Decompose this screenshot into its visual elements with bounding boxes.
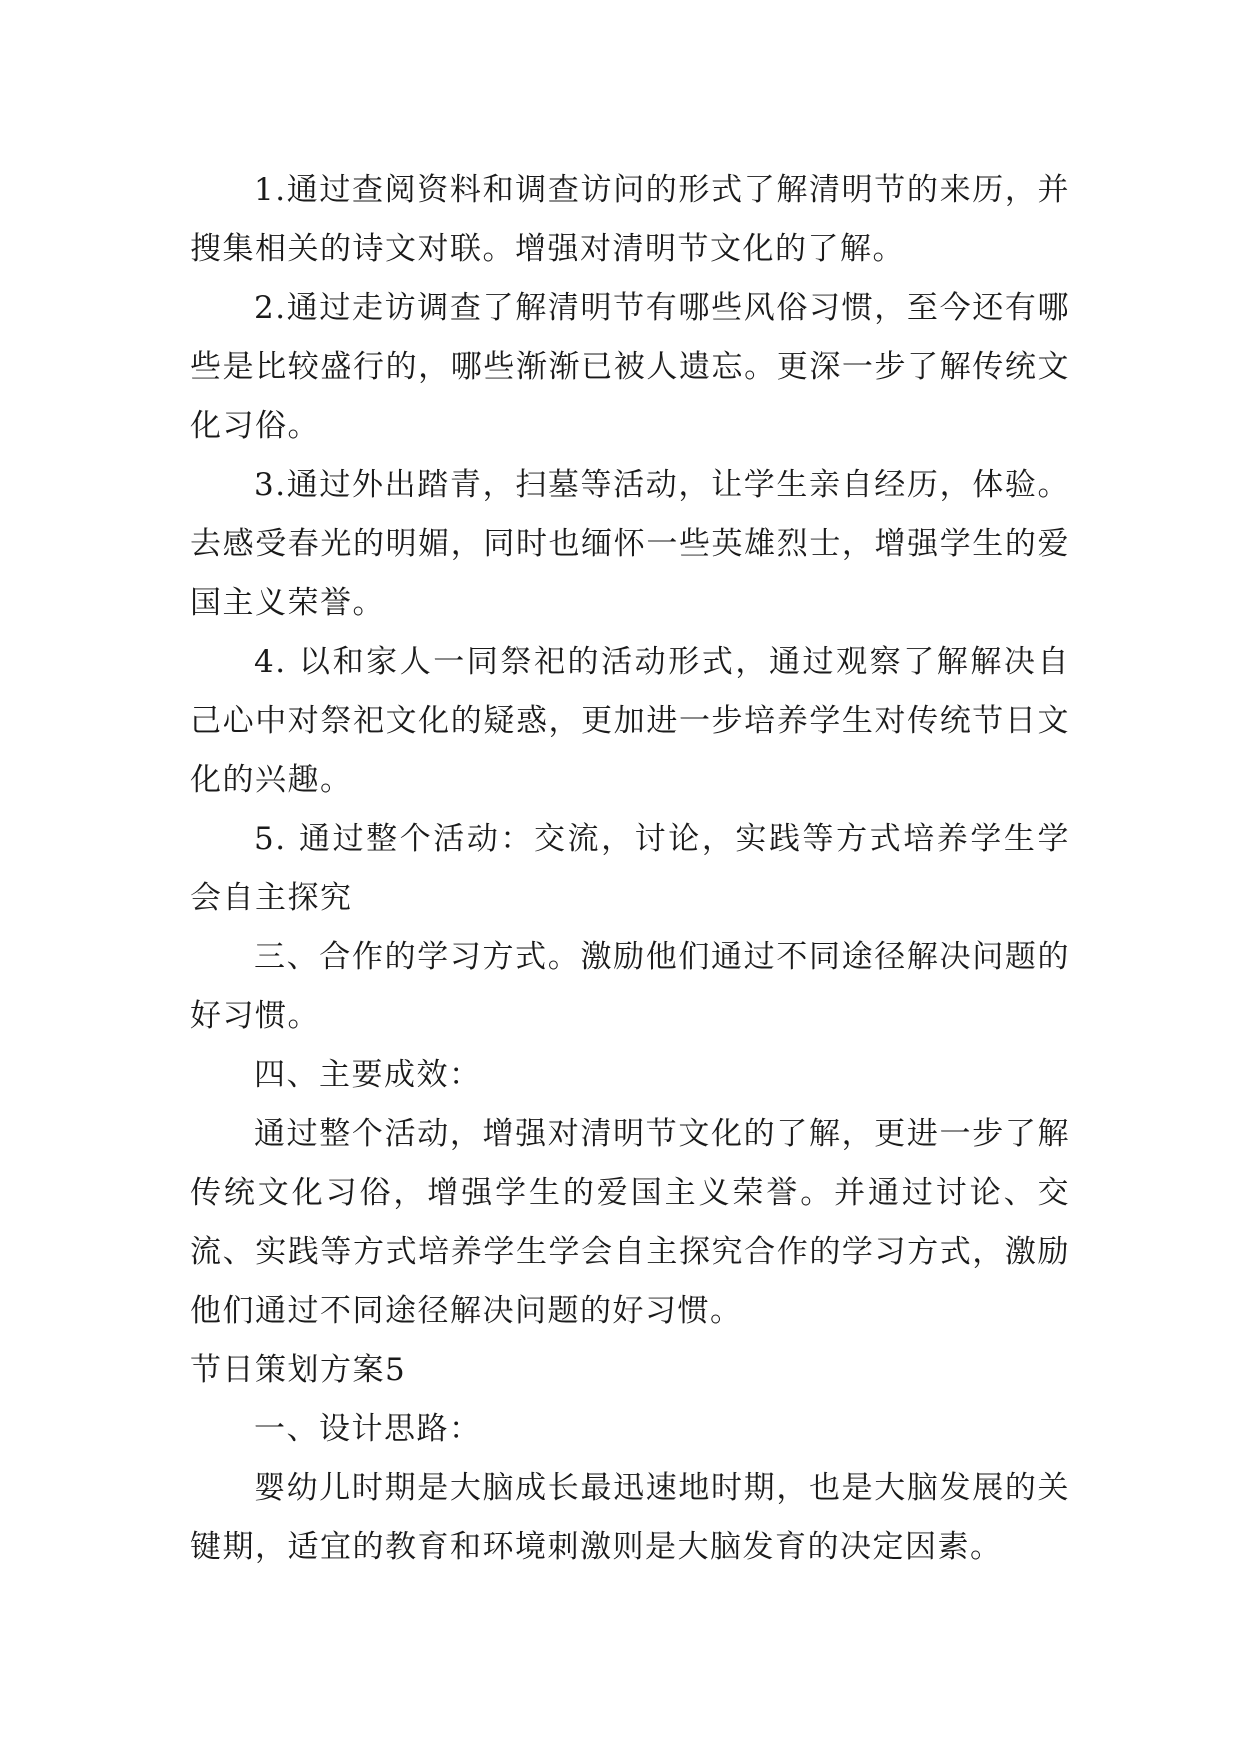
section-three-paragraph: 三、合作的学习方式。激励他们通过不同途径解决问题的好习惯。 <box>190 939 1070 1034</box>
document-body <box>190 161 1070 1577</box>
design-heading: 一、设计思路： <box>254 1411 482 1447</box>
paragraph-1: 1.通过查阅资料和调查访问的形式了解清明节的来历，并搜集相关的诗文对联。增强对清明节文化的了解。 <box>190 172 1070 267</box>
paragraph-4: 4. 以和家人一同祭祀的活动形式，通过观察了解解决自己心中对祭祀文化的疑惑，更加进一步培养学生对传统节日文化的兴趣。 <box>190 644 1070 798</box>
results-paragraph: 通过整个活动，增强对清明节文化的了解，更进一步了解传统文化习俗，增强学生的爱国主义荣誉。并通过讨论、交流、实践等方式培养学生学会自主探究合作的学习方式，激励他们通过不同途径解决问题的好习惯。 <box>190 1116 1070 1329</box>
paragraph-5: 5. 通过整个活动：交流，讨论，实践等方式培养学生学会自主探究 <box>190 821 1070 916</box>
paragraph-3: 3.通过外出踏青，扫墓等活动，让学生亲自经历，体验。去感受春光的明媚，同时也缅怀一些英雄烈士，增强学生的爱国主义荣誉。 <box>190 467 1070 621</box>
section-four-heading: 四、主要成效： <box>254 1057 482 1093</box>
design-paragraph: 婴幼儿时期是大脑成长最迅速地时期，也是大脑发展的关键期，适宜的教育和环境刺激则是大脑发育的决定因素。 <box>190 1470 1070 1565</box>
paragraph-2: 2.通过走访调查了解清明节有哪些风俗习惯，至今还有哪些是比较盛行的，哪些渐渐已被人遗忘。更深一步了解传统文化习俗。 <box>190 290 1070 444</box>
plan-title: 节日策划方案5 <box>190 1352 407 1388</box>
